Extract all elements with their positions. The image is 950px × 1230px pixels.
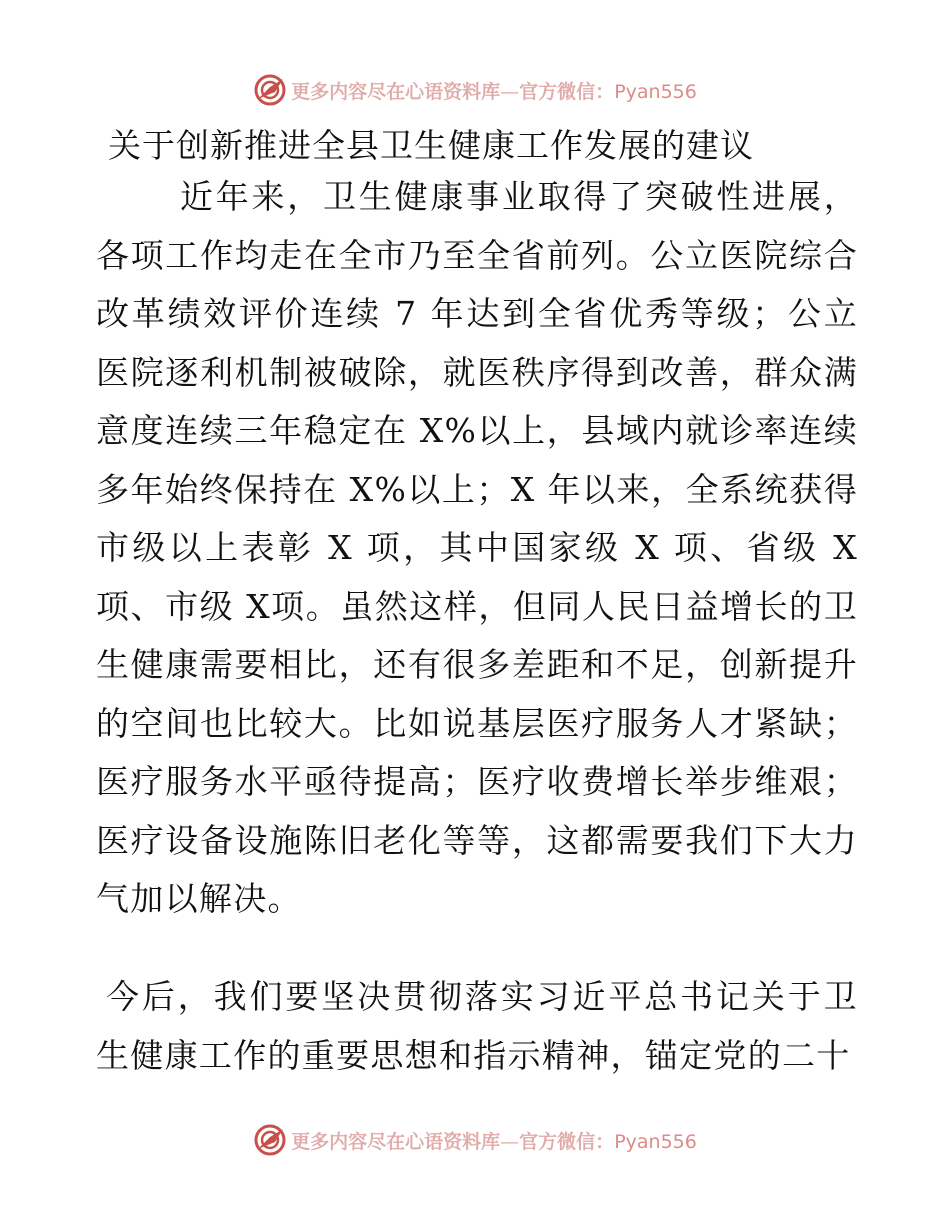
watermark-text: 更多内容尽在心语资料库—官方微信：Pyan556 xyxy=(291,80,697,103)
header-watermark xyxy=(0,70,950,110)
wechat-id: Pyan556 xyxy=(614,1130,697,1153)
footer-watermark xyxy=(0,1120,950,1160)
logo-icon xyxy=(253,73,287,107)
document-title: 关于创新推进全县卫生健康工作发展的建议 xyxy=(108,126,754,165)
logo-icon xyxy=(253,1123,287,1157)
wechat-id: Pyan556 xyxy=(614,80,697,103)
watermark-text: 更多内容尽在心语资料库—官方微信：Pyan556 xyxy=(291,1130,697,1153)
paragraph-1: 近年来，卫生健康事业取得了突破性进展，各项工作均走在全市乃至全省前列。公立医院综合改革绩效评价连续 7 年达到全省优秀等级；公立医院逐利机制被破除，就医秩序得到改善，群众满意度连续三年稳定在 X%以上，县域内就诊率连续多年始终保持在 X%以上；X 年以来，全系统获得市级以上表彰 X 项，其中国家级 X 项、省级 X 项、市级 X项。虽然这样，但同人民日益增长的卫生健康需要相比，还有很多差距和不足，创新提升的空间也比较大。比如说基层医疗服务人才紧缺；医疗服务水平亟待提高；医疗收费增长举步维艰；医疗设备设施陈旧老化等等，这都需要我们下大力气加以解决。 xyxy=(96,177,858,918)
paragraph-2: 今后，我们要坚决贯彻落实习近平总书记关于卫生健康工作的重要思想和指示精神，锚定党的二十 xyxy=(96,977,858,1075)
